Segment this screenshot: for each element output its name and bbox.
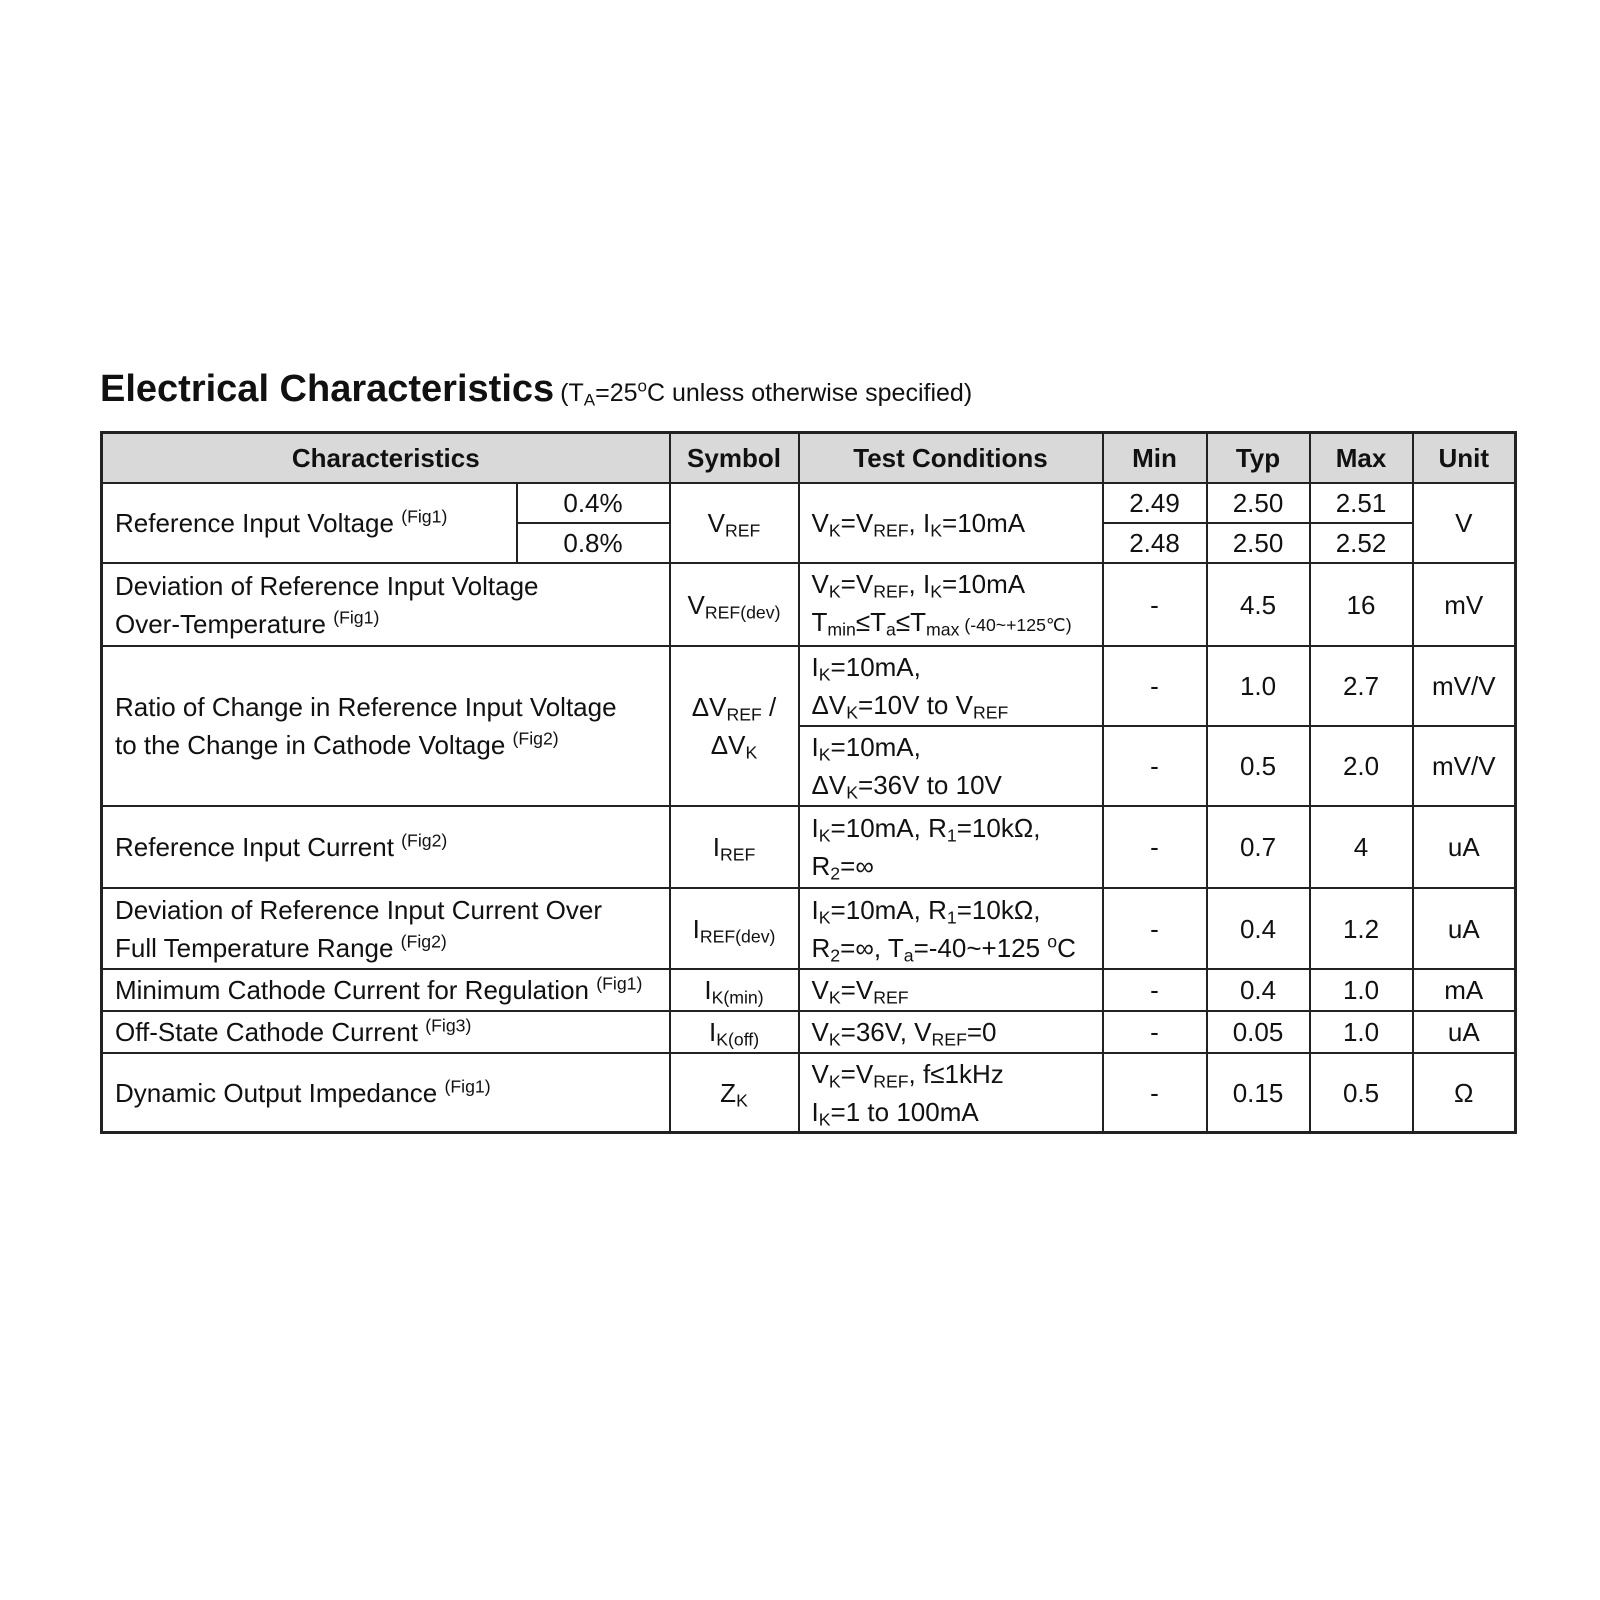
table-row — [102, 1011, 1516, 1053]
text-segment: Z — [720, 1077, 737, 1108]
subscript: K — [818, 906, 831, 927]
characteristic-cell — [102, 563, 670, 646]
subscript: REF(dev) — [704, 601, 781, 622]
text-segment: / — [761, 692, 777, 722]
subscript: min — [827, 619, 856, 640]
figure-reference: (Fig2) — [512, 728, 559, 749]
typ-cell: 4.5 — [1207, 563, 1310, 646]
grade-cell: 0.8% — [517, 523, 670, 563]
header-row — [102, 433, 1516, 484]
max-cell: 16 — [1310, 563, 1413, 646]
text-segment: I — [712, 832, 720, 862]
text-segment: =10V to V — [858, 690, 973, 720]
title-condition — [560, 376, 973, 410]
typ-cell: 2.50 — [1207, 523, 1310, 563]
column-header-symbol: Symbol — [670, 433, 799, 484]
text-segment: =10kΩ, — [956, 813, 1041, 843]
text-segment: I — [811, 894, 819, 925]
text-segment: (T — [560, 379, 584, 407]
max-cell: 2.51 — [1310, 483, 1413, 523]
text-segment: Deviation of Reference Input Current Over — [115, 894, 603, 925]
subscript: REF — [726, 704, 762, 725]
test-condition-cell — [799, 1011, 1103, 1053]
subscript: K(off) — [716, 1029, 760, 1050]
characteristic-cell — [102, 646, 670, 806]
text-segment: =25 — [595, 379, 638, 407]
typ-cell: 0.5 — [1207, 726, 1310, 806]
text-segment: R — [811, 932, 831, 963]
text-segment: =36V, V — [840, 1017, 932, 1047]
figure-reference: (Fig2) — [401, 830, 448, 851]
subscript: K — [818, 1108, 831, 1129]
subscript: max — [926, 619, 960, 640]
subscript: a — [903, 944, 914, 965]
test-condition-cell — [799, 888, 1103, 969]
test-condition-cell — [799, 563, 1103, 646]
unit-cell: uA — [1413, 806, 1516, 888]
min-cell: 2.49 — [1103, 483, 1207, 523]
min-cell: - — [1103, 646, 1207, 726]
subscript: K — [736, 1089, 748, 1110]
subscript: K — [828, 1029, 841, 1050]
test-condition-cell — [799, 1053, 1103, 1133]
text-segment: (-40~+125℃) — [959, 615, 1072, 635]
max-cell: 1.0 — [1310, 969, 1413, 1011]
column-header-test-conditions: Test Conditions — [799, 433, 1103, 484]
characteristic-cell — [102, 1053, 670, 1133]
unit-cell: mA — [1413, 969, 1516, 1011]
text-segment: Reference Input Voltage — [115, 508, 402, 538]
subscript: REF — [719, 844, 756, 865]
text-segment: , I — [908, 508, 931, 538]
subscript: K — [818, 825, 831, 846]
text-segment: =V — [840, 569, 874, 599]
subscript: K — [930, 581, 943, 602]
symbol-cell — [670, 563, 799, 646]
text-segment: I — [704, 975, 712, 1005]
table-row — [102, 483, 1516, 523]
text-segment: R — [811, 851, 831, 881]
symbol-cell — [670, 1011, 799, 1053]
symbol-cell — [670, 1053, 799, 1133]
unit-cell: uA — [1413, 888, 1516, 969]
text-segment: =36V to 10V — [858, 770, 1002, 800]
text-segment: =∞ — [840, 851, 874, 881]
figure-reference: o — [1047, 930, 1058, 951]
symbol-cell — [670, 969, 799, 1011]
text-segment: =10mA — [942, 508, 1026, 538]
characteristic-cell — [102, 969, 670, 1011]
text-segment: =10mA, R — [830, 894, 947, 925]
text-segment: ≤T — [855, 607, 887, 637]
text-segment: =∞, T — [840, 932, 904, 963]
text-segment: Minimum Cathode Current for Regulation — [115, 975, 597, 1005]
test-condition-cell — [799, 646, 1103, 726]
text-segment: I — [692, 913, 700, 944]
typ-cell: 2.50 — [1207, 483, 1310, 523]
min-cell: - — [1103, 1011, 1207, 1053]
subscript: REF — [972, 702, 1009, 723]
symbol-cell — [670, 483, 799, 563]
min-cell: - — [1103, 726, 1207, 806]
text-segment: V — [811, 1058, 829, 1089]
text-segment: I — [708, 1017, 717, 1047]
typ-cell: 0.7 — [1207, 806, 1310, 888]
subscript: REF — [873, 581, 909, 602]
subscript: K — [846, 782, 859, 803]
subscript: K — [818, 664, 831, 685]
text-segment: I — [811, 813, 819, 843]
max-cell: 0.5 — [1310, 1053, 1413, 1133]
subscript: 1 — [946, 825, 957, 846]
subscript: a — [886, 619, 896, 640]
max-cell: 2.7 — [1310, 646, 1413, 726]
table-row — [102, 646, 1516, 726]
unit-cell: uA — [1413, 1011, 1516, 1053]
min-cell: - — [1103, 563, 1207, 646]
min-cell: - — [1103, 806, 1207, 888]
text-segment: I — [811, 732, 819, 762]
text-segment: ΔV — [811, 690, 847, 720]
subscript: REF — [873, 1070, 909, 1091]
max-cell: 1.2 — [1310, 888, 1413, 969]
text-segment: =V — [840, 975, 874, 1005]
text-segment: =V — [840, 1058, 874, 1089]
text-segment: , I — [908, 569, 931, 599]
typ-cell: 0.4 — [1207, 969, 1310, 1011]
text-segment: T — [811, 607, 828, 637]
max-cell: 1.0 — [1310, 1011, 1413, 1053]
unit-cell: V — [1413, 483, 1516, 563]
text-segment: Ratio of Change in Reference Input Voltage — [115, 692, 617, 722]
unit-cell: mV/V — [1413, 646, 1516, 726]
column-header-typ: Typ — [1207, 433, 1310, 484]
symbol-cell — [670, 806, 799, 888]
text-segment: C unless otherwise specified) — [647, 379, 973, 407]
characteristic-cell — [102, 483, 517, 563]
text-segment: V — [811, 569, 829, 599]
unit-cell: mV — [1413, 563, 1516, 646]
text-segment: =1 to 100mA — [830, 1096, 979, 1127]
electrical-characteristics-table — [100, 431, 1517, 1134]
figure-reference: (Fig1) — [333, 606, 380, 627]
text-segment: , f≤1kHz — [908, 1058, 1004, 1089]
subscript: K — [846, 702, 859, 723]
figure-reference: (Fig3) — [425, 1015, 472, 1036]
text-segment: I — [811, 1096, 819, 1127]
typ-cell: 0.4 — [1207, 888, 1310, 969]
table-row — [102, 969, 1516, 1011]
table-row — [102, 806, 1516, 888]
subscript: K — [828, 581, 841, 602]
figure-reference: (Fig1) — [401, 506, 448, 527]
column-header-unit: Unit — [1413, 433, 1516, 484]
min-cell: 2.48 — [1103, 523, 1207, 563]
subscript: K — [828, 987, 841, 1008]
text-segment: ΔV — [811, 770, 847, 800]
characteristic-cell — [102, 1011, 670, 1053]
min-cell: - — [1103, 1053, 1207, 1133]
unit-cell: mV/V — [1413, 726, 1516, 806]
subscript: K — [828, 1070, 841, 1091]
test-condition-cell — [799, 726, 1103, 806]
figure-reference: o — [637, 376, 647, 396]
symbol-cell — [670, 888, 799, 969]
table-row — [102, 563, 1516, 646]
max-cell: 2.52 — [1310, 523, 1413, 563]
subscript: K — [828, 520, 841, 541]
table-row — [102, 1053, 1516, 1133]
subscript: REF — [873, 520, 909, 541]
subscript: REF — [873, 987, 909, 1008]
subscript: 2 — [830, 863, 841, 884]
section-title — [100, 368, 972, 411]
typ-cell: 0.15 — [1207, 1053, 1310, 1133]
subscript: REF(dev) — [699, 925, 776, 946]
text-segment: ΔV — [710, 730, 746, 760]
unit-cell: Ω — [1413, 1053, 1516, 1133]
text-segment: V — [811, 1017, 829, 1047]
grade-cell: 0.4% — [517, 483, 670, 523]
text-segment: =10mA, — [830, 652, 921, 682]
test-condition-cell — [799, 483, 1103, 563]
text-segment: ≤T — [895, 607, 927, 637]
text-segment: ΔV — [691, 692, 727, 722]
table-row — [102, 888, 1516, 969]
title-main: Electrical Characteristics — [100, 368, 555, 410]
text-segment: Over-Temperature — [115, 608, 334, 639]
column-header-max: Max — [1310, 433, 1413, 484]
test-condition-cell — [799, 806, 1103, 888]
text-segment: =0 — [966, 1017, 997, 1047]
test-condition-cell — [799, 969, 1103, 1011]
subscript: 1 — [946, 906, 957, 927]
symbol-cell — [670, 646, 799, 806]
text-segment: Dynamic Output Impedance — [115, 1077, 445, 1108]
min-cell: - — [1103, 969, 1207, 1011]
column-header-min: Min — [1103, 433, 1207, 484]
text-segment: V — [707, 508, 725, 538]
text-segment: Full Temperature Range — [115, 932, 401, 963]
text-segment: =10mA — [942, 569, 1026, 599]
characteristic-cell — [102, 888, 670, 969]
text-segment: to the Change in Cathode Voltage — [115, 730, 513, 760]
subscript: K — [745, 742, 758, 763]
subscript: K — [818, 744, 831, 765]
text-segment: Off-State Cathode Current — [115, 1017, 426, 1047]
figure-reference: (Fig1) — [444, 1075, 491, 1096]
subscript: K — [930, 520, 943, 541]
column-header-characteristics: Characteristics — [102, 433, 670, 484]
text-segment: =10kΩ, — [956, 894, 1041, 925]
text-segment: =10mA, — [830, 732, 921, 762]
text-segment: Reference Input Current — [115, 832, 402, 862]
subscript: REF — [725, 520, 761, 541]
subscript: 2 — [830, 944, 841, 965]
subscript: A — [583, 390, 596, 410]
text-segment: V — [811, 508, 829, 538]
min-cell: - — [1103, 888, 1207, 969]
subscript: REF — [931, 1029, 967, 1050]
characteristic-cell — [102, 806, 670, 888]
figure-reference: (Fig1) — [596, 973, 643, 994]
text-segment: =V — [840, 508, 874, 538]
typ-cell: 0.05 — [1207, 1011, 1310, 1053]
max-cell: 2.0 — [1310, 726, 1413, 806]
subscript: K(min) — [711, 987, 764, 1008]
text-segment: =10mA, R — [830, 813, 947, 843]
max-cell: 4 — [1310, 806, 1413, 888]
typ-cell: 1.0 — [1207, 646, 1310, 726]
figure-reference: (Fig2) — [400, 930, 447, 951]
text-segment: V — [687, 589, 705, 620]
text-segment: =-40~+125 — [913, 932, 1048, 963]
text-segment: C — [1057, 932, 1076, 963]
text-segment: V — [811, 975, 829, 1005]
text-segment: Deviation of Reference Input Voltage — [115, 570, 539, 601]
text-segment: I — [811, 652, 819, 682]
